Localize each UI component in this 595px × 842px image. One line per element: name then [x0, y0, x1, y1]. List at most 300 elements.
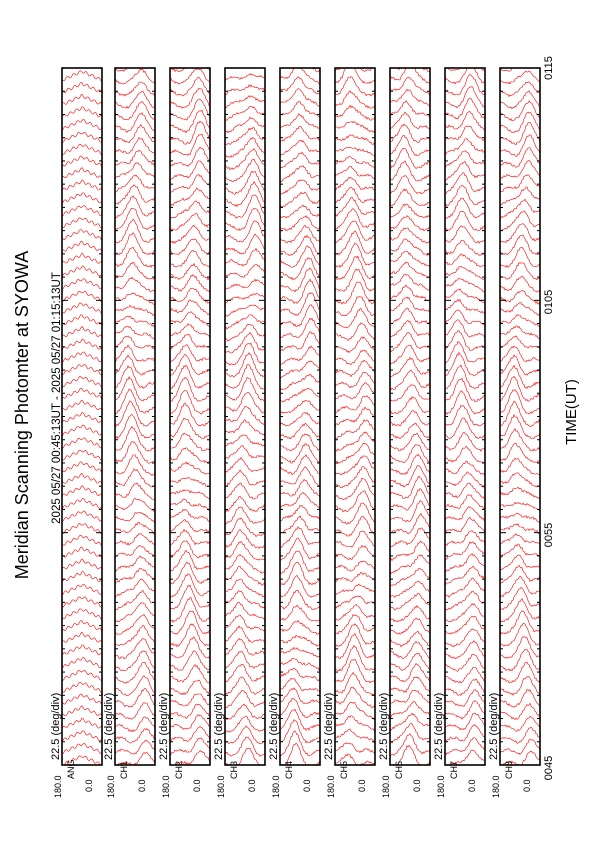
trace-line	[62, 609, 102, 620]
trace-line	[170, 433, 210, 451]
x-axis-label: TIME(UT)	[563, 379, 580, 445]
trace-line	[390, 677, 430, 693]
trace-line	[170, 121, 210, 144]
trace-line	[390, 357, 430, 377]
trace-line	[445, 310, 485, 327]
trace-line	[390, 713, 430, 730]
trace-line	[225, 85, 265, 95]
trace-line	[280, 720, 320, 743]
trace-line	[500, 175, 540, 192]
trace-line	[335, 687, 375, 708]
trace-line	[115, 69, 155, 84]
trace-line	[225, 265, 265, 278]
trace-line	[280, 455, 320, 475]
trace-line	[62, 132, 102, 142]
trace-line	[170, 651, 210, 671]
trace-line	[62, 303, 102, 314]
trace-line	[115, 208, 155, 230]
trace-line	[280, 413, 320, 426]
trace-line	[445, 391, 485, 415]
trace-line	[390, 204, 430, 218]
trace-line	[62, 144, 102, 155]
trace-line	[280, 235, 320, 255]
trace-line	[62, 156, 102, 167]
trace-line	[445, 725, 485, 742]
trace-line	[115, 233, 155, 255]
trace-line	[280, 388, 320, 402]
trace-line	[390, 285, 430, 302]
panel-ticks	[390, 68, 430, 765]
trace-line	[115, 57, 155, 72]
trace-line	[170, 213, 210, 231]
x-tick-label: 0105	[543, 289, 555, 315]
trace-line	[335, 531, 375, 547]
trace-line	[170, 448, 210, 463]
trace-line	[280, 305, 320, 327]
trace-line	[500, 336, 540, 349]
trace-line	[280, 114, 320, 129]
trace-line	[225, 279, 265, 289]
trace-line	[62, 621, 102, 632]
trace-line	[62, 205, 102, 216]
trace-line	[445, 679, 485, 695]
trace-line	[115, 603, 155, 623]
trace-line	[62, 241, 102, 252]
trace-line	[280, 361, 320, 378]
trace-line	[170, 88, 210, 108]
trace-line	[390, 251, 430, 267]
y-min-label: 0.0	[302, 779, 312, 792]
trace-line	[115, 247, 155, 267]
trace-line	[500, 71, 540, 84]
trace-line	[335, 221, 375, 243]
trace-line	[170, 637, 210, 658]
trace-line	[445, 554, 485, 574]
panel-ch1	[115, 57, 155, 766]
trace-line	[170, 598, 210, 623]
trace-line	[62, 584, 102, 595]
trace-line	[170, 509, 210, 521]
trace-line	[225, 704, 265, 720]
trace-line	[390, 63, 430, 84]
trace-line	[170, 715, 210, 730]
trace-line	[170, 624, 210, 647]
trace-line	[280, 709, 320, 730]
trace-line	[445, 320, 485, 338]
trace-line	[225, 541, 265, 560]
trace-line	[390, 618, 430, 634]
trace-line	[62, 547, 102, 558]
trace-line	[280, 166, 320, 183]
trace-line	[335, 467, 375, 488]
trace-line	[170, 611, 210, 634]
trace-line	[390, 606, 430, 622]
trace-line	[280, 576, 320, 598]
trace-line	[390, 723, 430, 743]
scale-label: 22.5 (deg/div)	[488, 692, 500, 760]
panel-ticks	[170, 68, 210, 765]
trace-line	[445, 654, 485, 671]
trace-line	[445, 353, 485, 376]
trace-line	[500, 187, 540, 205]
trace-line	[500, 91, 540, 109]
trace-line	[225, 392, 265, 413]
trace-line	[280, 279, 320, 303]
trace-line	[62, 388, 102, 399]
trace-line	[445, 266, 485, 279]
trace-line	[500, 303, 540, 316]
trace-line	[445, 667, 485, 683]
channel-label: CH8	[504, 760, 514, 779]
trace-line	[170, 188, 210, 206]
trace-line	[280, 658, 320, 670]
trace-line	[335, 231, 375, 255]
trace-line	[115, 401, 155, 426]
trace-line	[115, 662, 155, 683]
channel-label: ANG	[66, 759, 76, 779]
trace-line	[335, 604, 375, 620]
trace-line	[500, 263, 540, 280]
trace-line	[225, 315, 265, 329]
trace-line	[62, 193, 102, 204]
trace-line	[500, 315, 540, 327]
trace-line	[335, 243, 375, 267]
trace-line	[225, 74, 265, 82]
trace-line	[62, 682, 102, 693]
trace-line	[500, 587, 540, 609]
trace-line	[280, 318, 320, 338]
trace-line	[500, 487, 540, 499]
trace-line	[62, 486, 102, 496]
trace-line	[500, 458, 540, 475]
trace-line	[280, 505, 320, 521]
trace-line	[335, 77, 375, 96]
trace-line	[280, 562, 320, 584]
trace-line	[445, 98, 485, 119]
trace-line	[280, 192, 320, 206]
trace-line	[335, 297, 375, 316]
trace-line	[335, 561, 375, 571]
trace-line	[62, 694, 102, 705]
trace-line	[170, 110, 210, 133]
trace-line	[115, 591, 155, 610]
trace-line	[335, 157, 375, 169]
trace-line	[280, 346, 320, 365]
trace-line	[225, 690, 265, 708]
trace-line	[115, 625, 155, 645]
trace-line	[335, 337, 375, 353]
trace-line	[500, 211, 540, 231]
trace-line	[170, 680, 210, 695]
trace-line	[280, 140, 320, 155]
trace-line	[115, 512, 155, 522]
trace-line	[390, 631, 430, 647]
trace-line	[225, 638, 265, 656]
trace-line	[390, 345, 430, 365]
y-min-label: 0.0	[137, 779, 147, 792]
y-max-label: 180.0	[53, 775, 63, 798]
y-max-label: 180.0	[436, 775, 446, 798]
trace-line	[115, 91, 155, 108]
panel-frame	[115, 68, 155, 765]
trace-line	[280, 620, 320, 634]
trace-line	[445, 495, 485, 509]
trace-line	[390, 489, 430, 511]
trace-line	[335, 360, 375, 377]
trace-line	[115, 336, 155, 350]
trace-line	[500, 565, 540, 584]
trace-line	[115, 262, 155, 279]
trace-line	[445, 139, 485, 155]
trace-line	[280, 605, 320, 621]
trace-line	[445, 342, 485, 363]
trace-line	[390, 476, 430, 498]
trace-line	[390, 466, 430, 488]
trace-line	[62, 230, 102, 241]
trace-line	[500, 291, 540, 305]
time-range-label: 2025 05/27 00:45:13UT - 2025 05/27 01:15:13UT	[51, 272, 63, 524]
trace-line	[170, 499, 210, 511]
panel-ch4	[280, 53, 320, 769]
trace-line	[115, 150, 155, 165]
trace-line	[115, 427, 155, 451]
trace-line	[280, 205, 320, 218]
trace-line	[225, 294, 265, 304]
y-min-label: 0.0	[467, 779, 477, 792]
trace-line	[390, 161, 430, 181]
trace-line	[170, 541, 210, 559]
trace-line	[335, 197, 375, 216]
scale-label: 22.5 (deg/div)	[433, 692, 445, 760]
trace-line	[335, 673, 375, 696]
panel-frame	[170, 68, 210, 765]
trace-line	[62, 315, 102, 326]
trace-line	[115, 138, 155, 154]
channel-label: CH1	[119, 760, 129, 779]
trace-line	[225, 96, 265, 108]
scale-label: 22.5 (deg/div)	[323, 692, 335, 760]
trace-line	[445, 604, 485, 622]
trace-line	[170, 478, 210, 487]
trace-line	[280, 668, 320, 681]
trace-line	[335, 256, 375, 279]
trace-line	[500, 326, 540, 339]
trace-line	[280, 180, 320, 194]
trace-line	[500, 677, 540, 696]
trace-line	[335, 491, 375, 512]
trace-line	[500, 716, 540, 731]
trace-line	[115, 717, 155, 732]
trace-line	[62, 82, 102, 93]
trace-line	[500, 377, 540, 402]
y-max-label: 180.0	[326, 775, 336, 798]
trace-line	[62, 120, 102, 131]
trace-line	[170, 324, 210, 338]
trace-line	[170, 585, 210, 609]
trace-line	[445, 566, 485, 584]
panel-ch3	[225, 59, 265, 769]
trace-line	[335, 624, 375, 647]
panel-frame	[225, 68, 265, 765]
trace-line	[170, 334, 210, 349]
trace-line	[170, 490, 210, 499]
trace-line	[390, 514, 430, 535]
trace-line	[390, 135, 430, 156]
trace-line	[500, 82, 540, 97]
trace-line	[390, 541, 430, 560]
trace-line	[170, 345, 210, 363]
trace-line	[62, 474, 102, 485]
trace-line	[225, 651, 265, 668]
trace-line	[170, 59, 210, 72]
trace-line	[390, 77, 430, 95]
trace-line	[62, 266, 102, 277]
panel-frame	[62, 68, 102, 765]
trace-line	[225, 208, 265, 230]
trace-line	[445, 591, 485, 610]
trace-line	[170, 520, 210, 533]
trace-line	[170, 251, 210, 267]
trace-line	[335, 269, 375, 291]
trace-line	[62, 218, 102, 228]
trace-line	[335, 147, 375, 155]
trace-line	[62, 253, 102, 263]
trace-line	[500, 611, 540, 634]
scale-label: 22.5 (deg/div)	[50, 692, 62, 760]
trace-line	[445, 483, 485, 499]
trace-line	[62, 718, 102, 729]
trace-line	[62, 413, 102, 424]
trace-line	[115, 196, 155, 219]
trace-line	[335, 350, 375, 365]
trace-line	[62, 462, 102, 473]
trace-line	[280, 678, 320, 692]
scale-label: 22.5 (deg/div)	[213, 692, 225, 760]
trace-line	[225, 664, 265, 682]
trace-line	[225, 149, 265, 170]
trace-line	[445, 629, 485, 647]
trace-line	[390, 690, 430, 703]
trace-line	[390, 454, 430, 475]
trace-line	[225, 435, 265, 447]
trace-line	[390, 274, 430, 290]
trace-line	[62, 279, 102, 290]
trace-line	[225, 59, 265, 67]
trace-line	[115, 113, 155, 133]
trace-line	[445, 161, 485, 181]
trace-line	[62, 658, 102, 669]
trace-line	[445, 641, 485, 659]
trace-line	[335, 177, 375, 190]
trace-line	[280, 635, 320, 646]
trace-line	[225, 159, 265, 182]
trace-line	[170, 562, 210, 584]
trace-line	[62, 438, 102, 448]
trace-line	[335, 716, 375, 732]
trace-line	[500, 703, 540, 719]
channel-label: CH2	[174, 760, 184, 779]
trace-line	[62, 94, 102, 104]
channel-label: CH6	[394, 760, 404, 779]
trace-line	[115, 326, 155, 339]
trace-line	[500, 58, 540, 71]
trace-line	[445, 518, 485, 534]
trace-line	[225, 446, 265, 461]
trace-line	[225, 378, 265, 402]
trace-line	[500, 247, 540, 267]
trace-line	[280, 268, 320, 292]
trace-line	[225, 591, 265, 610]
trace-line	[335, 456, 375, 475]
trace-line	[390, 701, 430, 717]
trace-line	[62, 743, 102, 754]
trace-line	[280, 293, 320, 316]
trace-line	[445, 578, 485, 597]
y-min-label: 0.0	[247, 779, 257, 792]
trace-line	[225, 566, 265, 585]
trace-line	[225, 602, 265, 620]
trace-line	[280, 538, 320, 561]
panel-ch7	[445, 54, 485, 768]
channel-label: CH4	[284, 760, 294, 779]
trace-line	[62, 180, 102, 191]
trace-line	[225, 353, 265, 378]
trace-line	[335, 572, 375, 582]
trace-line	[445, 432, 485, 451]
trace-line	[280, 152, 320, 168]
trace-line	[225, 420, 265, 437]
trace-line	[280, 590, 320, 609]
trace-line	[445, 472, 485, 487]
trace-line	[500, 473, 540, 487]
trace-line	[280, 77, 320, 95]
panel-ch2	[170, 59, 210, 769]
trace-line	[62, 559, 102, 569]
trace-line	[115, 615, 155, 635]
trace-line	[280, 551, 320, 573]
trace-line	[445, 542, 485, 560]
trace-line	[170, 288, 210, 303]
channel-label: CH5	[339, 760, 349, 779]
trace-line	[500, 355, 540, 376]
trace-line	[170, 403, 210, 426]
trace-line	[335, 122, 375, 133]
trace-line	[390, 332, 430, 351]
panel-ticks	[280, 68, 320, 765]
trace-line	[170, 147, 210, 166]
trace-line	[225, 470, 265, 487]
trace-line	[225, 507, 265, 524]
trace-layer	[62, 48, 540, 769]
trace-line	[115, 556, 155, 572]
trace-line	[390, 297, 430, 312]
trace-line	[170, 77, 210, 96]
trace-line	[225, 579, 265, 597]
y-min-label: 0.0	[357, 779, 367, 792]
panel-ang	[62, 59, 102, 766]
trace-line	[115, 101, 155, 119]
trace-line	[390, 320, 430, 337]
trace-line	[225, 626, 265, 643]
trace-line	[280, 127, 320, 142]
trace-line	[280, 246, 320, 267]
trace-line	[170, 529, 210, 544]
trace-line	[62, 645, 102, 656]
trace-line	[225, 555, 265, 574]
trace-line	[500, 513, 540, 523]
trace-line	[115, 277, 155, 291]
trace-line	[115, 175, 155, 193]
